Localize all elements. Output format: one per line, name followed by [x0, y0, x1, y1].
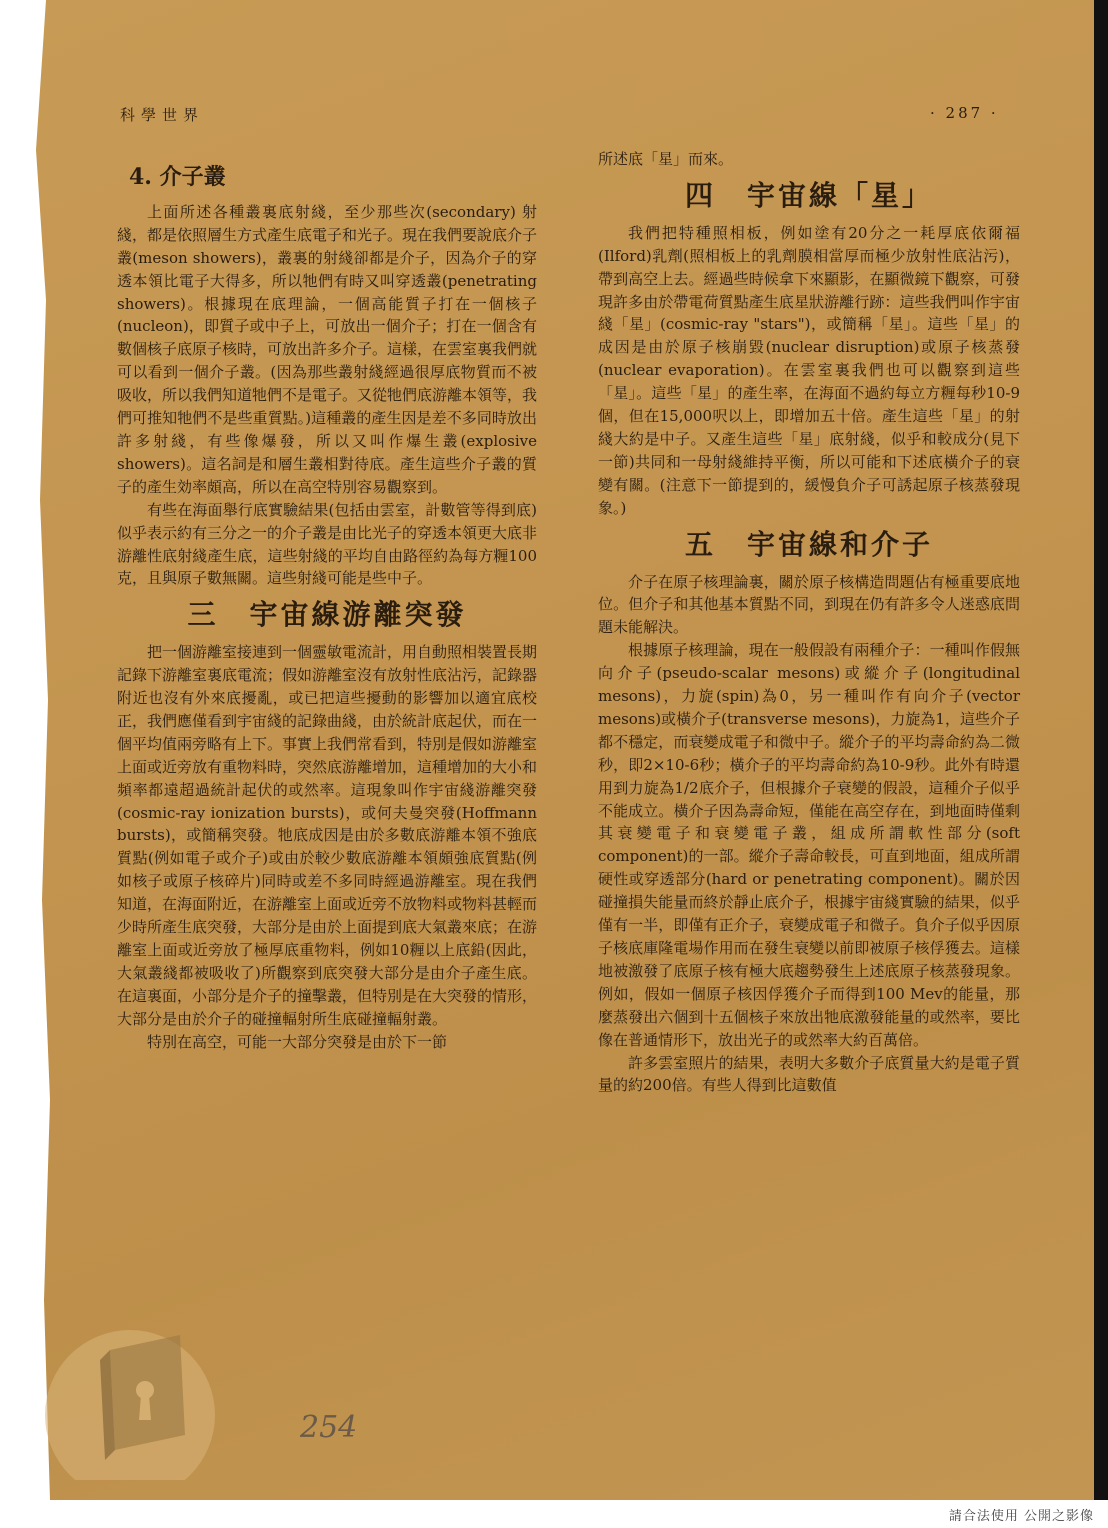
- binding-edge: [1094, 0, 1108, 1500]
- page-number: · 287 ·: [930, 104, 999, 122]
- journal-header: 科學世界: [120, 106, 205, 124]
- section-heading: 4. 介子叢: [129, 164, 226, 190]
- section-heading: 五 宇宙線和介子: [684, 527, 933, 561]
- paragraph: 介子在原子核理論裏，關於原子核構造問題佔有極重要底地位。但介子和其他基本質點不同，到現在仍有許多令人迷惑底問題未能解決。: [598, 572, 1020, 637]
- paragraph: 特別在高空，可能一大部分突發是由於下一節: [147, 1032, 448, 1051]
- section-heading: 四 宇宙線「星」: [684, 178, 933, 212]
- paragraph: 我們把特種照相板，例如塗有20分之一耗厚底依爾福(Ilford)乳劑(照相板上的乳劑膜相當厚而極少放射性底沾污)，帶到高空上去。經過些時候拿下來顯影，在顯微鏡下觀察，可發現許多由於帶電荷質點產生底星狀游離行跡：這些我們叫作宇宙綫「星」(cosmic-ray "stars")，或簡稱「星」。這些「星」的成因是由於原子核崩毀(nuclear disruption)或原子核蒸發(nuclear evaporation)。在雲室裏我們也可以觀察到這些「星」。這些「星」的產生率，在海面不過約每立方糎每秒10-9個，但在15,000呎以上，即增加五十倍。產生這些「星」的射綫大約是中子。又產生這些「星」底射綫，似乎和較成分(見下一節)共同和一母射綫維持平衡，所以可能和下述底橫介子的衰變有關。(注意下一節提到的，緩慢負介子可誘起原子核蒸發現象。): [598, 223, 1020, 517]
- paragraph: 把一個游離室接連到一個靈敏電流計，用自動照相裝置長期記錄下游離室裏底電流；假如游離室沒有放射性底沾污，記錄器附近也沒有外來底擾亂，或已把這些擾動的影響加以適宜底校正，我們應僅看到宇宙綫的記錄曲綫，由於統計底起伏，而在一個平均值兩旁略有上下。事實上我們常看到，特別是假如游離室上面或近旁放有重物料時，突然底游離增加，這種增加的大小和頻率都遠超過統計起伏的或然率。這現象叫作宇宙綫游離突發(cosmic-ray ionization bursts)，或何夫曼突發(Hoffmann bursts)，或簡稱突發。牠底成因是由於多數底游離本領不強底質點(例如電子或介子)或由於較少數底游離本領頗強底質點(例如核子或原子核碎片)同時或差不多同時經過游離室。現在我們知道，在海面附近，在游離室上面或近旁不放物料或物料甚輕而少時所產生底突發，大部分是由於上面提到底大氣叢來底；在游離室上面或近旁放了極厚底重物料，例如10糎以上底鉛(因此，大氣叢綫都被吸收了)所觀察到底突發大部分是由介子產生底。在這裏面，小部分是介子的撞擊叢，但特別是在大突發的情形，大部分是由於介子的碰撞輻射所生底碰撞輻射叢。: [117, 643, 538, 1028]
- right-column: [598, 148, 1020, 1097]
- paragraph: 上面所述各種叢裏底射綫，至少那些次(secondary) 射綫，都是依照層生方式產生底電子和光子。現在我們要說底介子叢(meson showers)，叢裏的射綫卻都是介子，因為介子的穿透本領比電子大得多，所以牠們有時又叫穿透叢(penetrating showers)。根據現在底理論，一個高能質子打在一個核子(nucleon)，即質子或中子上，可放出一個介子；打在一個含有數個核子底原子核時，可放出許多介子。這樣，在雲室裏我們就可以看到一個介子叢。(因為那些叢射綫經過很厚底物質而不被吸收，所以我們知道牠們不是電子。又從牠們底游離本領等，我們可推知牠們不是些重質點。)這種叢的產生因是差不多同時放出許多射綫，有些像爆發，所以又叫作爆生叢(explosive showers)。這名詞是和層生叢相對待底。產生這些介子叢的質子的產生効率頗高，所以在高空特別容易觀察到。: [117, 202, 538, 496]
- left-column: [117, 148, 537, 1054]
- paragraph: 根據原子核理論，現在一般假設有兩種介子：一種叫作假無向介子(pseudo-scalar mesons)或縱介子(longitudinal mesons)，力旋(spin)為0，另一種叫作有向介子(vector mesons)或橫介子(transverse mesons)，力旋為1，這些介子都不穩定，而衰變成電子和微中子。縱介子的平均壽命約為二微秒，即2×10-6秒；橫介子的平均壽命約為10-9秒。此外有時還用到力旋為1/2底介子，但根據介子衰變的假設，這種介子似乎不能成立。橫介子因為壽命短，僅能在高空存在，到地面時僅剩其衰變電子和衰變電子叢，組成所謂軟性部分(soft component)的一部。縱介子壽命較長，可直到地面，組成所謂硬性或穿透部分(hard or penetrating component)。關於因碰撞損失能量而終於靜止底介子，根據宇宙綫實驗的結果，似乎僅有一半，即僅有正介子，衰變成電子和微子。負介子似乎因原子核底庫隆電場作用而在發生衰變以前即被原子核俘獲去。這樣地被激發了底原子核有極大底趨勢發生上述底原子核蒸發現象。例如，假如一個原子核因俘獲介子而得到100 Mev的能量，那麼蒸發出六個到十五個核子來放出牠底激發能量的或然率，要比像在普通情形下，放出光子的或然率大約百萬倍。: [598, 641, 1020, 1049]
- paragraph: 許多雲室照片的結果，表明大多數介子底質量大約是電子質量的約200倍。有些人得到比這數值: [598, 1053, 1020, 1095]
- section-heading: 三 宇宙線游離突發: [187, 598, 467, 632]
- paragraph: 有些在海面舉行底實驗結果(包括由雲室，計數管等得到底)似乎表示約有三分之一的介子叢是由比光子的穿透本領更大底非游離性底射綫產生底，這些射綫的平均自由路徑約為每方糎100克，且與原子數無關。這些射綫可能是些中子。: [117, 500, 538, 588]
- paragraph: 所述底「星」而來。: [598, 150, 734, 168]
- library-watermark-logo: [40, 1320, 240, 1480]
- usage-notice: 請合法使用 公開之影像: [948, 1509, 1094, 1524]
- handwritten-note: 254: [300, 1410, 358, 1445]
